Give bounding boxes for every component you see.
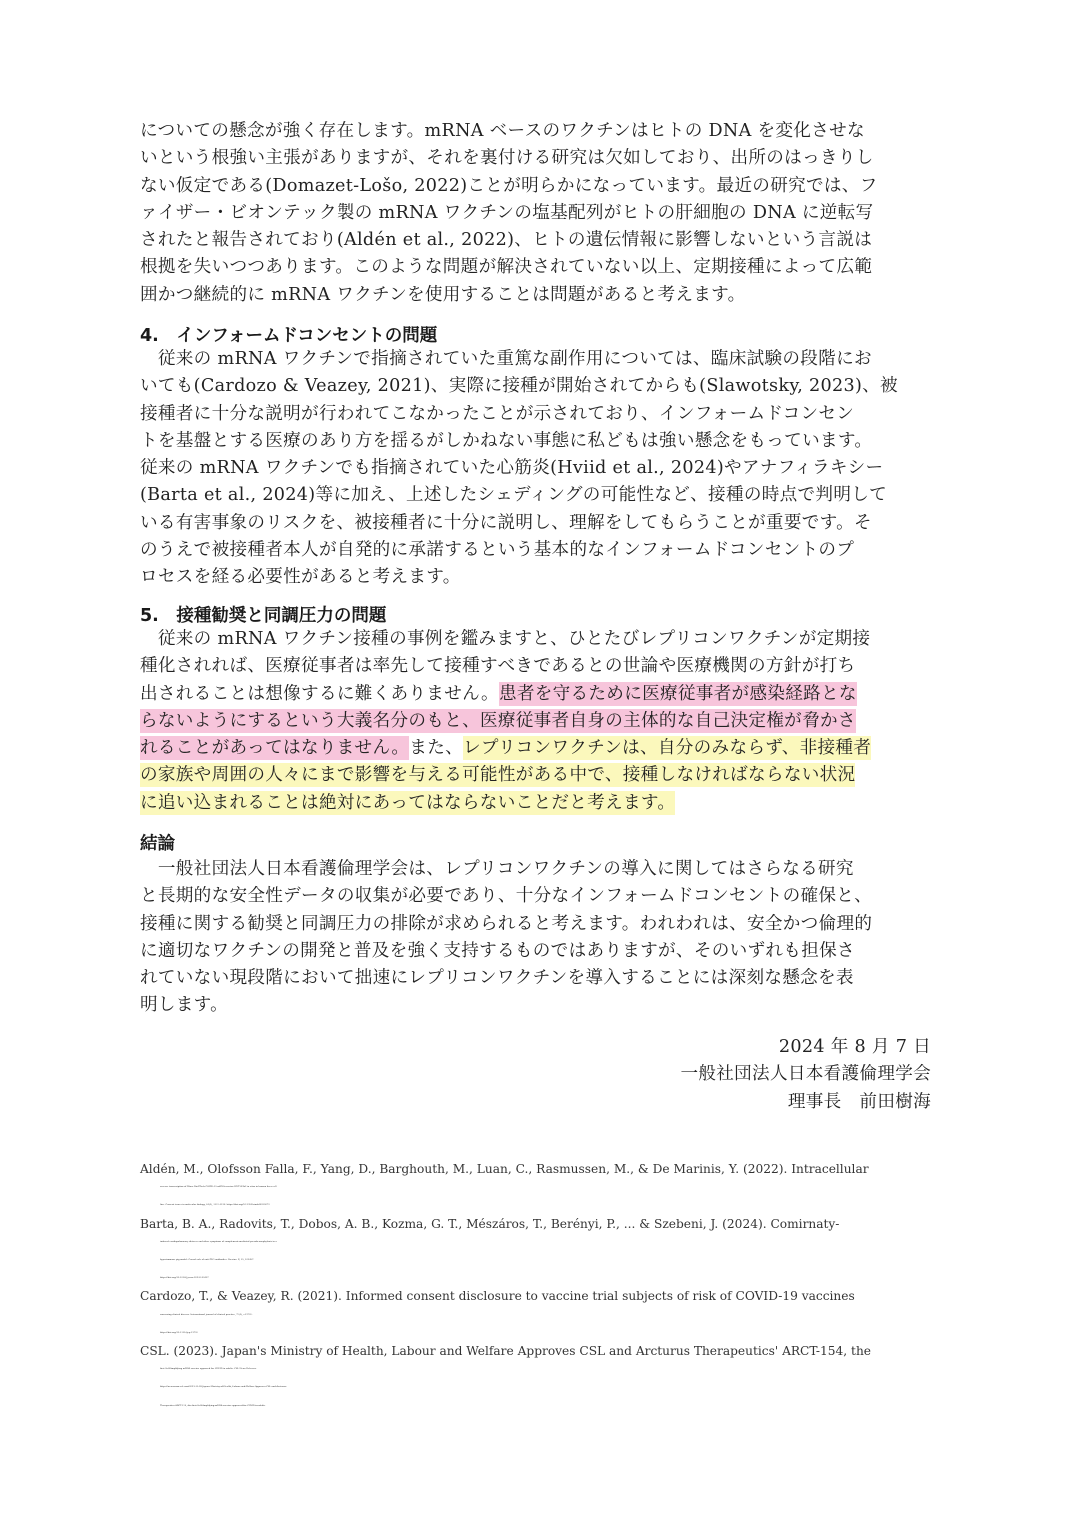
section-5-line: 従来の mRNA ワクチン接種の事例を鑑みますと、ひとたびレプリコンワクチンが定期接 (140, 629, 871, 649)
section-4-line: のうえで被接種者本人が自発的に承諾するという基本的なインフォームドコンセントのプ (140, 540, 855, 561)
chair-name: 理事長 前田樹海 (787, 1091, 931, 1112)
reference-line: first Self-Amplifying mRNA vaccine approved for COVID in adults. CSL News Releases. (160, 1367, 257, 1371)
references-list (140, 1160, 940, 1415)
conclusion-heading: 結論 (140, 834, 175, 854)
reference-line: line. Current issues in molecular biology, 44(3), 1115-1126. https://doi.org/10.3390/cimb44030073 (160, 1203, 270, 1207)
conclusion-paragraph (140, 856, 932, 1020)
pink-highlight: 患者を守るために医療従事者が感染経路とな (498, 683, 857, 704)
reference-line: worsening clinical disease. International journal of clinical practice, 75(3), e13795. (160, 1312, 253, 1316)
section-4-paragraph (140, 346, 932, 592)
section-5-line: 種化されれば、医療従事者は率先して接種すべきであるとの世論や医療機関の方針が打ち (140, 656, 856, 677)
conclusion-line: 接種に関する勧奨と同調圧力の排除が求められると考えます。われわれは、安全かつ倫理的 (140, 913, 873, 934)
yellow-highlight: の家族や周囲の人々にまで影響を与える可能性がある中で、接種しなければならない状況 (140, 765, 856, 786)
statement-date: 2024 年 8 月 7 日 (778, 1037, 931, 1057)
reference-line: reverse transcription of Pfizer BioNTech COVID-19 mRNA vaccine BNT162b2 in vitro in human liver cell (160, 1185, 277, 1189)
section-5-line (140, 790, 932, 817)
section-4-line: ロセスを経る必要性があると考えます。 (140, 567, 461, 588)
reference-line: Barta, B. A., Radovits, T., Dobos, A. B., Kozma, G. T., Mészáros, T., Berényi, P., ... & Szebeni, J. (2024). Comirnaty- (140, 1216, 840, 1231)
yellow-highlight: レプリコンワクチンは、自分のみならず、非接種者 (462, 738, 872, 759)
reference-entry (140, 1160, 940, 1215)
reference-line: Aldén, M., Olofsson Falla, F., Yang, D., Barghouth, M., Luan, C., Rasmussen, M., & De Marinis, Y. (2022). Intracellular (140, 1162, 869, 1176)
intro-line: についての懸念が強く存在します。mRNA ベースのワクチンはヒトの DNA を変化させな (140, 121, 865, 141)
intro-line: 囲かつ継続的に mRNA ワクチンを使用することは問題があると考えます。 (140, 284, 746, 305)
conclusion-line: れていない現段階において拙速にレプリコンワクチンを導入することには深刻な懸念を表 (140, 968, 854, 989)
conclusion-line: 一般社団法人日本看護倫理学会は、レプリコンワクチンの導入に関してはさらなる研究 (140, 859, 854, 879)
intro-line: いという根強い主張がありますが、それを裏付ける研究は欠如しており、出所のはっきりし (140, 148, 874, 169)
reference-entry (140, 1342, 940, 1415)
pink-highlight: らないようにするという大義名分のもと、医療従事者自身の主体的な自己決定権が脅かさ (140, 710, 856, 731)
section-4-line: 従来の mRNA ワクチンでも指摘されていた心筋炎(Hviid et al., 2024)やアナフィラキシー (140, 458, 884, 479)
organization-name: 一般社団法人日本看護倫理学会 (680, 1064, 931, 1085)
reference-entry (140, 1287, 940, 1342)
section-4-line: いても(Cardozo & Veazey, 2021)、実際に接種が開始されてからも(Slawotsky, 2023)、被 (140, 376, 898, 397)
reference-entry (140, 1215, 940, 1288)
yellow-highlight: に追い込まれることは絶対にあってはならないことだと考えます。 (140, 792, 676, 813)
intro-line: ない仮定である(Domazet-Lošo, 2022)ことが明らかになっています。最近の研究では、フ (140, 175, 878, 196)
pink-highlight: れることがあってはなりません。 (140, 738, 410, 759)
reference-line: CSL. (2023). Japan's Ministry of Health, Labour and Welfare Approves CSL and Arcturus Therapeutics' ARCT-154, the (140, 1344, 872, 1359)
section-5-line (140, 762, 932, 789)
reference-line: https://doi.org/10.1111/ijcp.13795 (160, 1330, 198, 1334)
section-5-heading: 5. 接種勧奨と同調圧力の問題 (140, 606, 387, 626)
section-4-line: 接種者に十分な説明が行われてこなかったことが示されており、インフォームドコンセン (140, 403, 855, 424)
section-4-line: トを基盤とする医療のあり方を揺るがしかねない事態に私どもは強い懸念をもっています。 (140, 430, 873, 451)
conclusion-line: 明します。 (140, 995, 229, 1016)
section-4-line: 従来の mRNA ワクチンで指摘されていた重篤な副作用については、臨床試験の段階にお (140, 349, 872, 369)
reference-line: Therapeutics-ARCT-154,-the-first-Self-Amplifying-mRNA-vaccine-approved-for-COVID-in-adults (160, 1403, 266, 1407)
section-5-text: また、 (409, 738, 463, 759)
intro-line: 根拠を失いつつあります。このような問題が解決されていない以上、定期接種によって広範 (140, 257, 873, 278)
section-5-line (140, 735, 932, 762)
section-4-heading: 4. インフォームドコンセントの問題 (140, 326, 438, 346)
reference-line: https://newsroom.csl.com/2023-11-28-Japans-Ministry-of-Health,-Labour-and-Welfare-Approves-CSL-and-Arcturus- (160, 1385, 287, 1389)
intro-line: ァイザー・ビオンテック製の mRNA ワクチンの塩基配列がヒトの肝細胞の DNA に逆転写 (140, 202, 874, 223)
intro-paragraph (140, 118, 932, 309)
signature-block (680, 1034, 931, 1116)
section-4-line: いる有害事象のリスクを、被接種者に十分に説明し、理解をしてもらうことが重要です。そ (140, 512, 872, 533)
reference-line: Cardozo, T., & Veazey, R. (2021). Informed consent disclosure to vaccine trial subjects of risk of COVID-19 vaccines (140, 1289, 855, 1304)
section-4-line: (Barta et al., 2024)等に加え、上述したシェディングの可能性など、接種の時点で判明して (140, 485, 887, 506)
section-5-paragraph (140, 626, 932, 817)
reference-line: https://doi.org/10.1016/j.jvacx.2024.100497 (160, 1276, 209, 1280)
section-5-line (140, 708, 932, 735)
reference-line: hyperimmune pig model: Causal role of anti-PEG antibodies. Vaccine: X, 19, 100497. (160, 1258, 255, 1262)
conclusion-line: に適切なワクチンの開発と普及を強く支持するものではありますが、そのいずれも担保さ (140, 940, 855, 961)
intro-line: されたと報告されており(Aldén et al., 2022)、ヒトの遺伝情報に影響しないという言説は (140, 230, 873, 251)
conclusion-line: と長期的な安全性データの収集が必要であり、十分なインフォームドコンセントの確保と、 (140, 886, 873, 907)
reference-line: induced cardiopulmonary distress and other symptoms of complement-mediated pseudo-anaphylaxis in a (160, 1239, 277, 1243)
section-5-text: 出されることは想像するに難くありません。 (140, 683, 499, 704)
section-5-line (140, 681, 932, 708)
